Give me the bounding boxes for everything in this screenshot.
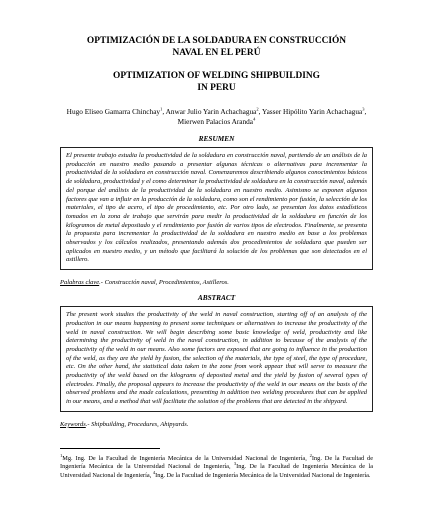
- keywords-text: .- Shipbuilding, Procedures, Ahipyards.: [85, 420, 189, 428]
- abstract-box: [60, 306, 373, 412]
- resumen-box: [60, 147, 373, 270]
- footnote-sup: 3: [233, 461, 237, 467]
- author-sup: 2: [256, 106, 259, 112]
- title-spanish-line-1: OPTIMIZACIÓN DE LA SOLDADURA EN CONSTRUCCIÓN: [86, 36, 347, 46]
- footnote-rule: [60, 448, 160, 449]
- author: [178, 117, 256, 126]
- title-spanish-line-2: NAVAL EN EL PERÚ: [172, 47, 261, 58]
- author: [262, 107, 364, 116]
- footnote-text: Ing. De la Facultad de Ingeniería Mecánica de la Universidad Nacional de Ingeniería,: [60, 454, 373, 471]
- keywords-label: Keywords: [60, 420, 86, 428]
- abstract-heading: ABSTRACT: [197, 293, 236, 303]
- title-spanish: [60, 36, 373, 59]
- author-name: Mierwen Palacios Aranda: [177, 117, 254, 126]
- abstract-text: The present work studies the productivity of the weld in naval construction, starting off of an analysis of the production in our means happening to present some techniques or alternatives to increase the productivity of the weld in naval construction. We will begin describing some basic knowledge of weld, productivity and like determining the productivity of weld in the naval construction, in addition to because of the analysis of the productivity of the weld in our means. Also some factors are exposed that are going to influence in the production of the weld, as they are the yield by fusion, the selection of the materials, the type of steel, the type of procedure, etc. On the other hand, the statistical data taken in the zone from work appear that will serve to measure the productivity of the weld based on the kilograms of deposited metal and the yield by fusion of several types of electrodes. Finally, the proposal appears to increase the productivity of the weld in our means on the basis of the observed problems and the made calculations, presenting in addition two welding procedures that can be applied in our means, and a method that will facilitate the solution of the problems that are detected in the shipyard.: [66, 311, 367, 406]
- footnote-sup: 1: [60, 452, 63, 458]
- author-name: Hugo Eliseo Gamarra Chinchay: [66, 107, 161, 116]
- palabras-clave: [60, 279, 373, 286]
- footnote-sup: 4: [152, 469, 156, 475]
- title-english: [60, 71, 373, 94]
- resumen-heading: RESUMEN: [198, 134, 235, 143]
- author-name: Anwar Julio Yarin Achachagua: [165, 107, 257, 116]
- authors: Hugo Eliseo Gamarra Chinchay$^1$, Anwar Julio Yarin Achachagua$^2$, Yasser Hipólito Yarin Achachagua$^3$, Mierwen Palacios Aranda$^4$: [66, 106, 367, 126]
- title-english-line-1: OPTIMIZATION OF WELDING SHIPBUILDING: [113, 71, 320, 81]
- footnote-text: Ing. De la Facultad de Ingeniería Mecánica de la Universidad Nacional de Ingeniería,: [60, 463, 373, 479]
- keywords: [60, 421, 373, 428]
- author: [166, 107, 259, 116]
- footnote-text: Ing. De la Facultad de Ingeniería Mecánica de la Universidad Nacional de Ingeniería.: [155, 471, 371, 479]
- author-name: Yasser Hipólito Yarin Achachagua: [262, 107, 363, 116]
- author-sup: 4: [253, 116, 256, 122]
- footnote-text: Mg. Ing. De la Facultad de Ingeniería Mecánica de la Universidad Nacional de Ingeniería,: [62, 454, 310, 462]
- author: [67, 107, 163, 116]
- author-sup: 3: [362, 106, 365, 112]
- palabras-clave-label: Palabras clave: [60, 279, 100, 287]
- resumen-text: El presente trabajo estudia la productividad de la soldadura en construcción naval, partiendo de un análisis de la producción en nuestro medio pasando a presentar algunas técnicas o alternativas para incrementar la productividad de la soldadura en construcción naval. Comenzaremos describiendo algunos conocimientos básicos de soldadura, productividad y el como determinar la productividad de soldadura en la construcción naval, además del porque del análisis de la productividad de la soldadura en nuestro medio. Asimismo se exponen algunos factores que van a influir en la producción de la soldadura, como son el rendimiento por fusión, la selección de los materiales, el tipo de acero, el tipo de procedimiento, etc. Por otro lado, se presentan los datos estadísticos tomados en la zona de trabajo que servirán para medir la productividad de la soldadura en función de los kilogramos de metal depositado y el rendimiento por fusión de varios tipos de electrodos. Finalmente, se presenta la propuesta para incrementar la productividad de la soldadura en nuestro medio en base a los problemas observados y los cálculos realizados, presentando además dos procedimientos de soldadura que pueden ser aplicados en nuestro medio, y un método que facilitará la solución de los problemas que son detectados en el astillero.: [66, 152, 367, 264]
- title-english-line-2: IN PERU: [197, 82, 236, 93]
- palabras-clave-text: .- Construcción naval, Procedimientos, Astilleros.: [99, 279, 229, 287]
- footnote-sup: 2: [309, 452, 312, 458]
- footnote: [60, 452, 373, 480]
- author-sup: 1: [160, 106, 163, 112]
